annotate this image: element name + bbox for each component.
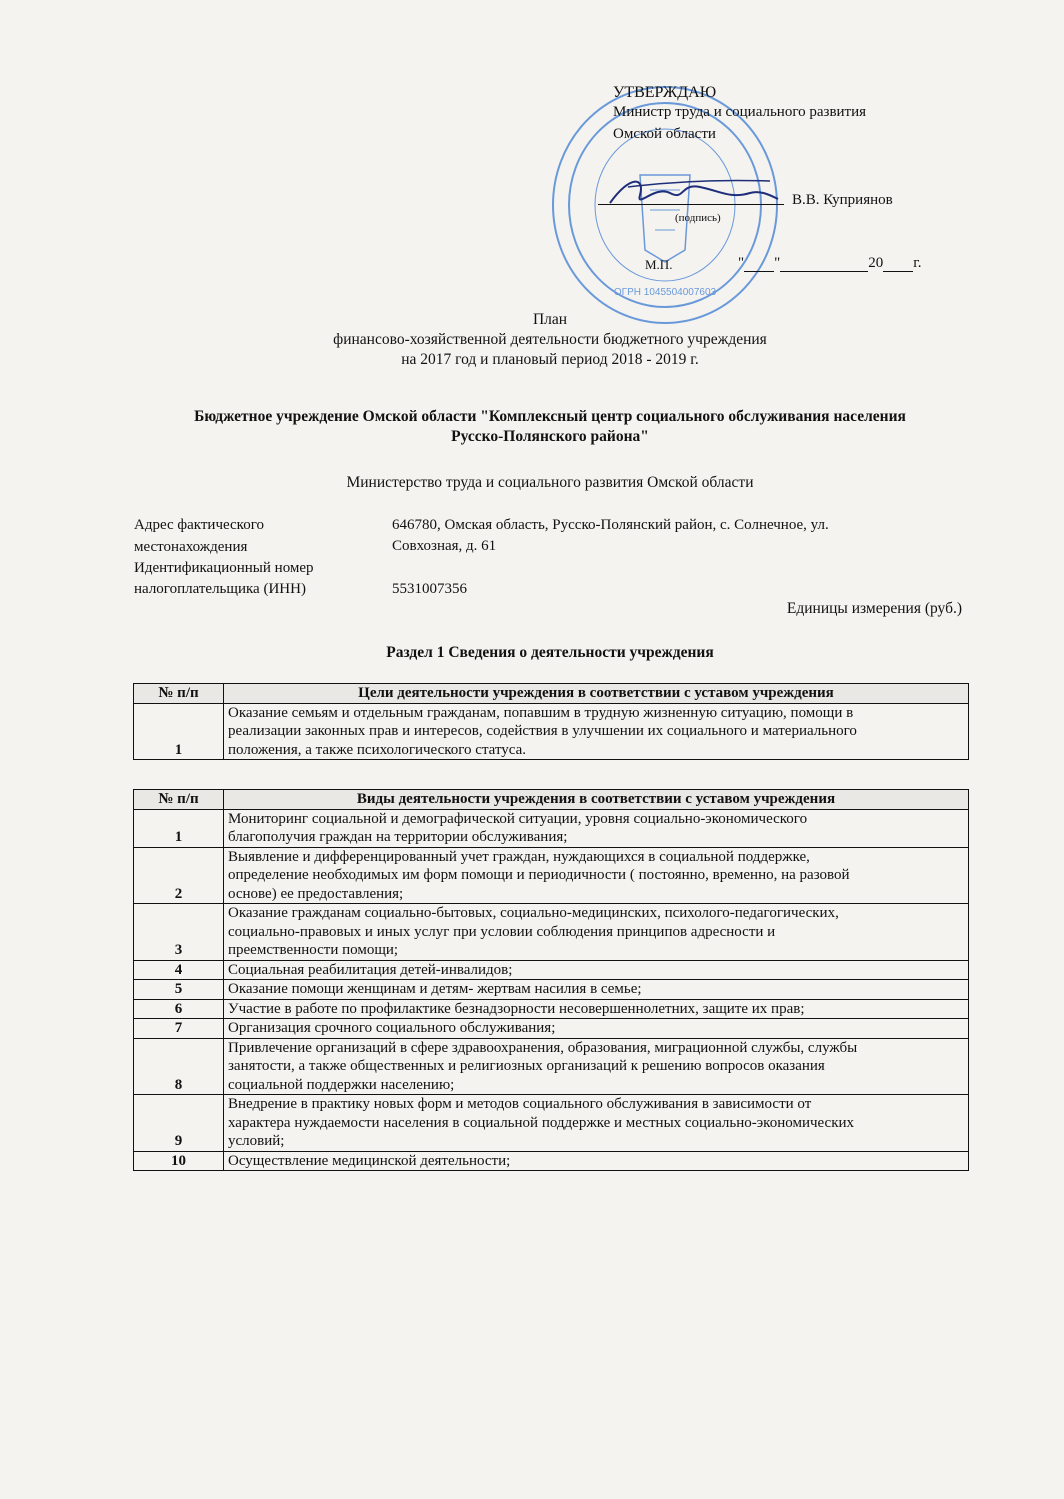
table-row (134, 960, 969, 980)
row-text-line: Внедрение в практику новых форм и методов социального обслуживания в зависимости от (228, 1096, 812, 1112)
row-text (224, 1095, 969, 1152)
col-num-header: № п/п (134, 684, 224, 704)
row-text-line: Участие в работе по профилактике безнадзорности несовершеннолетних, защите их прав; (228, 1000, 805, 1017)
row-number: 5 (134, 980, 224, 1000)
row-text-line: Оказание помощи женщинам и детям- жертвам насилия в семье; (228, 981, 642, 997)
row-number: 1 (134, 809, 224, 847)
row-text-line: Оказание гражданам социально-бытовых, социально-медицинских, психолого-педагогических, (228, 905, 839, 921)
date-month-blank (780, 256, 868, 272)
row-text (224, 1019, 969, 1039)
doc-title-line1: План (532, 311, 568, 328)
row-number: 1 (134, 703, 224, 760)
units-label: Единицы измерения (руб.) (786, 600, 962, 617)
row-text-line: Оказание семьям и отдельным гражданам, попавшим в трудную жизненную ситуацию, помощи в (228, 704, 854, 721)
inn-label-2: налогоплательщика (ИНН) (134, 581, 306, 597)
row-text (224, 809, 969, 847)
signature-caption: (подпись) (675, 212, 721, 224)
date-quote-close: " (774, 255, 781, 271)
date-year-blank (883, 256, 913, 272)
row-text-line: социальной поддержки населению; (228, 1076, 455, 1093)
approval-title: УТВЕРЖДАЮ (613, 84, 717, 101)
address-value-2: Совхозная, д. 61 (392, 538, 497, 554)
table-row (134, 1019, 969, 1039)
table-header-row (134, 790, 969, 810)
table-row (134, 1038, 969, 1095)
row-number: 6 (134, 999, 224, 1019)
row-text (224, 999, 969, 1019)
row-text (224, 1151, 969, 1171)
row-text-line: определение необходимых им форм помощи и периодичности ( постоянно, временно, на разовой (228, 867, 850, 883)
section1-title: Раздел 1 Сведения о деятельности учреждения (386, 644, 714, 661)
institution-name-line2: Русско-Полянского района" (451, 428, 649, 445)
address-value-1: 646780, Омская область, Русско-Полянский район, с. Солнечное, ул. (392, 517, 829, 533)
row-text-line: Мониторинг социальной и демографической ситуации, уровня социально-экономического (228, 810, 808, 827)
row-number: 4 (134, 960, 224, 980)
date-quote-open: " (738, 255, 745, 271)
row-text (224, 703, 969, 760)
date-day-blank (744, 256, 774, 272)
row-number: 10 (134, 1151, 224, 1171)
doc-title-line3: на 2017 год и плановый период 2018 - 2019 г. (401, 351, 699, 368)
table-row (134, 1095, 969, 1152)
stamp-place-label: М.П. (645, 257, 673, 272)
row-text (224, 1038, 969, 1095)
institution-name-line1: Бюджетное учреждение Омской области "Комплексный центр социального обслуживания населения (194, 408, 906, 425)
row-text-line: основе) ее предоставления; (228, 885, 404, 902)
row-text-line: Выявление и дифференцированный учет граждан, нуждающихся в социальной поддержке, (228, 848, 810, 865)
col-text-header: Виды деятельности учреждения в соответствии с уставом учреждения (224, 790, 969, 810)
row-text (224, 904, 969, 961)
table-row (134, 1151, 969, 1171)
row-text-line: Организация срочного социального обслуживания; (228, 1020, 556, 1036)
row-text-line: реализации законных прав и интересов, содействия в улучшении их социального и материального (228, 723, 857, 739)
row-text-line: характера нуждаемости населения в социальной поддержке и местных социально-экономических (228, 1114, 855, 1131)
approval-position-line2: Омской области (613, 126, 716, 142)
row-text-line: положения, а также психологического статуса. (228, 741, 527, 758)
goals-table-body (134, 703, 969, 760)
row-number: 7 (134, 1019, 224, 1039)
row-text (224, 980, 969, 1000)
row-text-line: условий; (228, 1133, 285, 1149)
signer-name: В.В. Куприянов (792, 192, 893, 208)
approval-position-line1: Министр труда и социального развития (613, 104, 867, 120)
row-text (224, 847, 969, 904)
row-text-line: благополучия граждан на территории обслуживания; (228, 829, 568, 845)
row-text-line: социально-правовых и иных услуг при условии соблюдения принципов адресности и (228, 923, 776, 940)
address-label-1: Адрес фактического (134, 517, 264, 533)
table-row (134, 999, 969, 1019)
stamp-ogrn: ОГРН 1045504007603 (613, 287, 717, 298)
col-num-header: № п/п (134, 790, 224, 810)
activities-table (133, 789, 969, 1171)
inn-label-1: Идентификационный номер (134, 560, 314, 576)
doc-title-line2: финансово-хозяйственной деятельности бюджетного учреждения (333, 331, 767, 348)
row-number: 3 (134, 904, 224, 961)
table-header-row (134, 684, 969, 704)
inn-value: 5531007356 (392, 581, 467, 597)
row-text-line: Привлечение организаций в сфере здравоохранения, образования, миграционной службы, службы (228, 1039, 858, 1056)
col-text-header: Цели деятельности учреждения в соответствии с уставом учреждения (224, 684, 969, 704)
row-number: 2 (134, 847, 224, 904)
row-text-line: преемственности помощи; (228, 942, 399, 958)
row-text-line: занятости, а также общественных и религиозных организаций к решению вопросов оказания (228, 1058, 825, 1074)
activities-table-body (134, 809, 969, 1171)
approval-date (738, 255, 921, 272)
row-text (224, 960, 969, 980)
table-row (134, 847, 969, 904)
date-year-suffix: г. (913, 255, 922, 271)
table-row (134, 904, 969, 961)
table-row (134, 980, 969, 1000)
address-label-2: местонахождения (134, 539, 248, 555)
row-number: 9 (134, 1095, 224, 1152)
ministry-name: Министерство труда и социального развития Омской области (346, 474, 754, 491)
table-row (134, 703, 969, 760)
row-number: 8 (134, 1038, 224, 1095)
row-text-line: Осуществление медицинской деятельности; (228, 1152, 511, 1169)
date-year-prefix: 20 (868, 255, 884, 271)
row-text-line: Социальная реабилитация детей-инвалидов; (228, 961, 513, 978)
goals-table (133, 683, 969, 760)
table-row (134, 809, 969, 847)
